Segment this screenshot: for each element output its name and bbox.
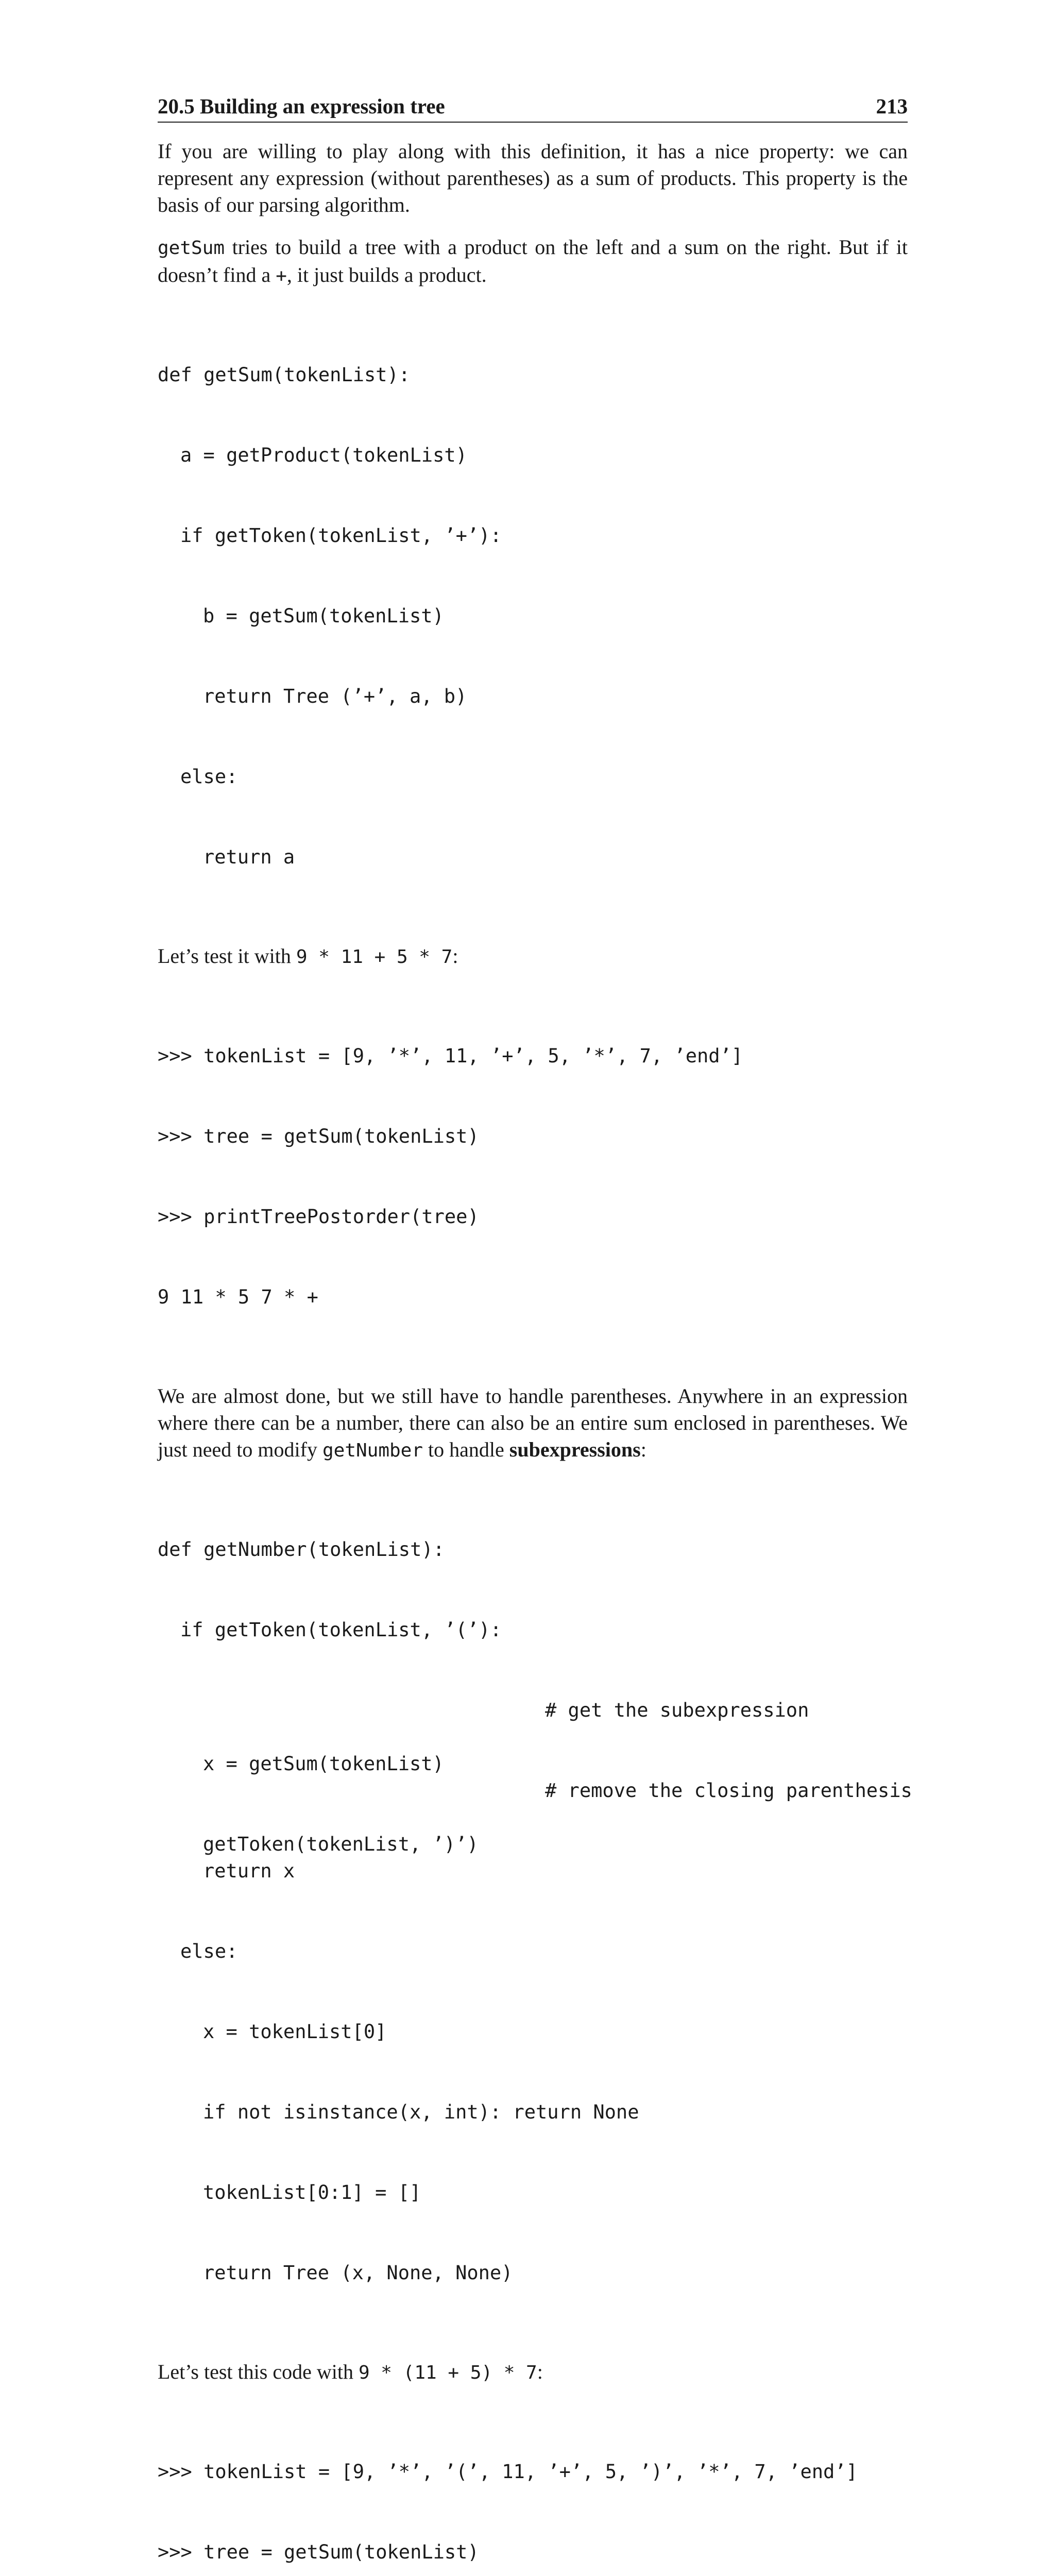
inline-code-plus: +: [276, 265, 287, 286]
code-line: >>> printTreePostorder(tree): [158, 1206, 479, 1228]
code-line: def getSum(tokenList):: [158, 364, 411, 386]
page-content: [158, 93, 912, 2576]
code-line: def getNumber(tokenList):: [158, 1538, 445, 1561]
code-line: return Tree (’+’, a, b): [203, 685, 467, 707]
code-line: else:: [180, 766, 238, 788]
section-title: 20.5 Building an expression tree: [158, 94, 445, 118]
code-line-with-comment: [158, 1777, 912, 1855]
code-line: >>> tokenList = [9, ’*’, ’(’, 11, ’+’, 5, ’)’, ’*’, 7, ’end’]: [158, 2461, 858, 2483]
paragraph-sum-of-products: If you are willing to play along with this definition, it has a nice property: we can represent any expression (without parentheses) as a sum of products. This property is the basis of our parsing algorithm.: [158, 140, 908, 216]
paragraph-text: , it just builds a product.: [286, 263, 487, 286]
code-block-session-1: [158, 989, 908, 1364]
code-line: x = tokenList[0]: [203, 2021, 387, 2043]
paragraph-getsum-description: [158, 234, 908, 290]
paragraph-test-intro: [158, 943, 908, 971]
code-line: >>> tokenList = [9, ’*’, 11, ’+’, 5, ’*’, 7, ’end’]: [158, 1045, 743, 1067]
paragraph-text: tries to build a tree with a product on the left and a sum on the right. But if it doesn’t find a: [158, 235, 908, 286]
code-line: else:: [180, 1940, 238, 1962]
code-line: return a: [203, 846, 295, 868]
bold-term-subexpressions: subexpressions: [509, 1438, 641, 1461]
paragraph-text: :: [537, 2360, 543, 2383]
paragraph-text: Let’s test it with: [158, 944, 296, 968]
code-line: if getToken(tokenList, ’+’):: [180, 524, 502, 547]
code-block-getsum: [158, 308, 908, 924]
inline-code-getnumber: getNumber: [322, 1440, 423, 1461]
code-comment: # remove the closing parenthesis: [545, 1780, 912, 1802]
paragraph-text: Let’s test this code with: [158, 2360, 359, 2383]
inline-code-getsum: getSum: [158, 238, 225, 259]
code-block-getnumber: [158, 1483, 912, 2340]
code-line: x = getSum(tokenList): [203, 1753, 444, 1775]
code-line-with-comment: [158, 1697, 908, 1775]
code-line: if getToken(tokenList, ’(’):: [180, 1619, 502, 1641]
code-line: >>> tree = getSum(tokenList): [158, 2541, 479, 2563]
page-number: 213: [876, 94, 908, 118]
running-head: [158, 93, 908, 123]
code-line: 9 11 * 5 7 * +: [158, 1286, 318, 1308]
inline-code-expression-2: 9 * (11 + 5) * 7: [358, 2362, 537, 2383]
paragraph-test-intro-2: [158, 2359, 908, 2386]
code-line: getToken(tokenList, ’)’): [203, 1833, 479, 1855]
paragraph-text: to handle: [423, 1438, 509, 1461]
inline-code-expression: 9 * 11 + 5 * 7: [296, 946, 453, 968]
code-line: >>> tree = getSum(tokenList): [158, 1125, 479, 1147]
code-line: b = getSum(tokenList): [203, 605, 444, 627]
paragraph-text: :: [452, 944, 458, 968]
paragraph-parentheses: [158, 1383, 908, 1464]
code-line: a = getProduct(tokenList): [180, 444, 467, 466]
paragraph-text: :: [640, 1438, 646, 1461]
code-block-session-2: [158, 2405, 908, 2576]
code-comment: # get the subexpression: [545, 1699, 809, 1721]
code-line: tokenList[0:1] = []: [203, 2181, 421, 2204]
code-line: return Tree (x, None, None): [203, 2262, 513, 2284]
paragraph-text: We are almost done, but we still have to handle parentheses. Anywhere in an expression where there can be a number, there can also be an entire sum enclosed in parentheses. We just need to modify: [158, 1384, 908, 1461]
code-line: if not isinstance(x, int): return None: [203, 2101, 639, 2123]
code-line: return x: [203, 1860, 295, 1882]
